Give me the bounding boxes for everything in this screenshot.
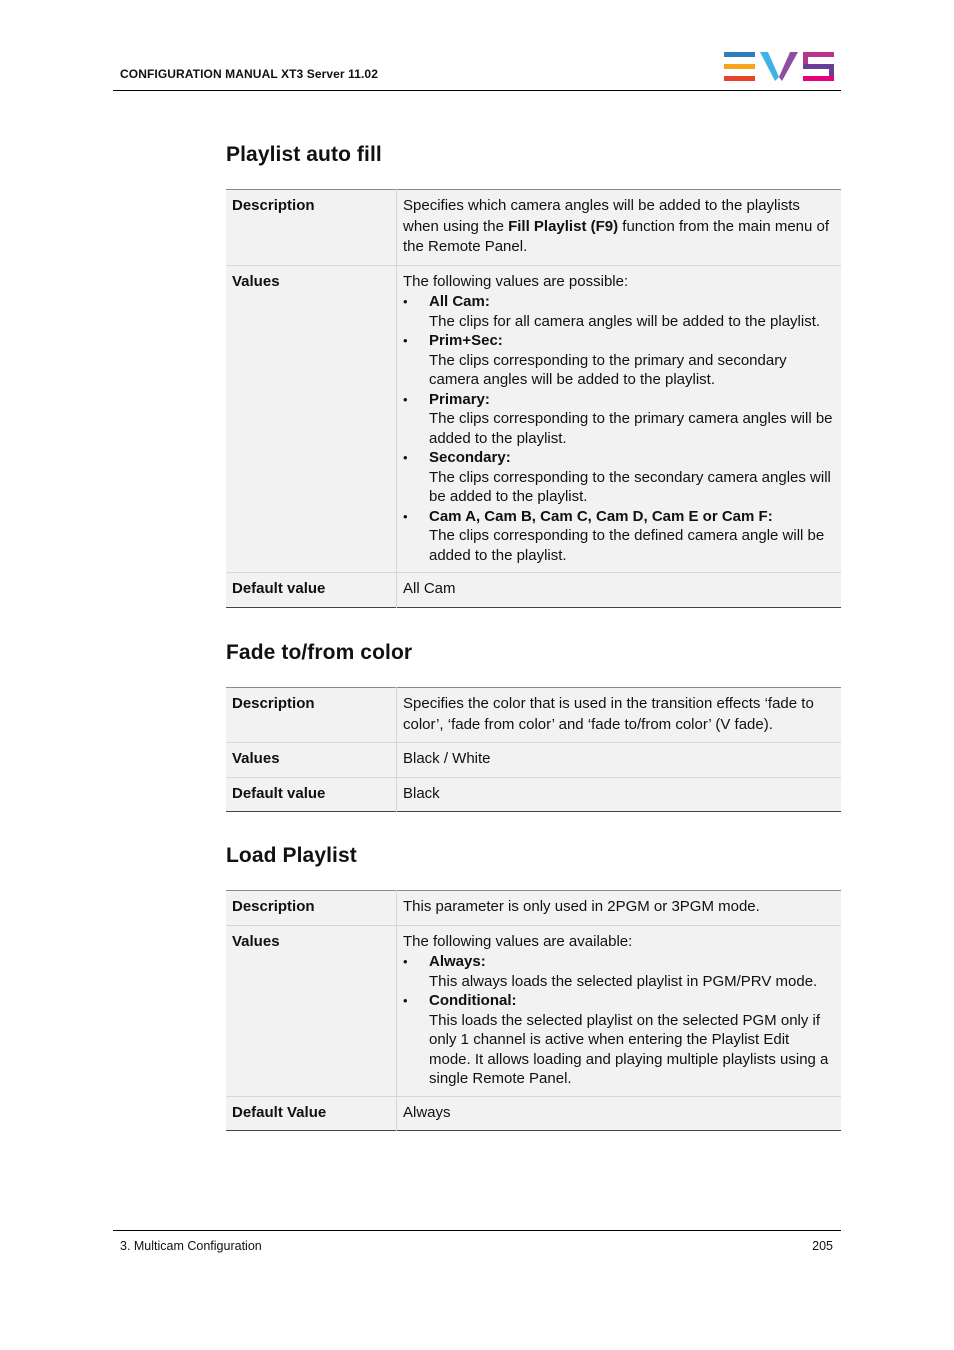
table-row — [226, 1096, 841, 1131]
values-list — [403, 952, 835, 1089]
page-header — [113, 40, 841, 91]
list-item: • Cam A, Cam B, Cam C, Cam D, Cam E or Cam F: The clips corresponding to the defined camera angle will be added to the playlist. — [403, 507, 835, 566]
parameter-table — [226, 687, 841, 812]
row-value: Always — [397, 1096, 842, 1131]
table-row — [226, 688, 841, 743]
section-title: Playlist auto fill — [226, 143, 382, 166]
list-item: • Conditional: This loads the selected playlist on the selected PGM only if only 1 channel is active when entering the Playlist Edit mode. It allows loading and playing multiple playlists using a single Remote Panel. — [403, 991, 835, 1089]
row-label: Values — [226, 743, 397, 778]
section-load-playlist — [226, 841, 841, 1131]
list-item: • Primary: The clips corresponding to the primary camera angles will be added to the playlist. — [403, 390, 835, 449]
row-label: Values — [226, 925, 397, 1096]
row-value — [397, 265, 842, 573]
list-item: • All Cam: The clips for all camera angles will be added to the playlist. — [403, 292, 835, 331]
list-item: • Secondary: The clips corresponding to the secondary camera angles will be added to the playlist. — [403, 448, 835, 507]
table-row — [226, 743, 841, 778]
row-value: Specifies which camera angles will be added to the playlists when using the Fill Playlist (F9) function from the main menu of the Remote Panel. — [403, 197, 830, 255]
list-item: • Always: This always loads the selected playlist in PGM/PRV mode. — [403, 952, 835, 991]
values-list — [403, 292, 835, 565]
values-intro: The following values are possible: — [403, 272, 629, 290]
table-row — [226, 265, 841, 573]
row-label: Default value — [226, 573, 397, 608]
row-value: All Cam — [397, 573, 842, 608]
table-row — [226, 925, 841, 1096]
list-item: • Prim+Sec: The clips corresponding to the primary and secondary camera angles will be added to the playlist. — [403, 331, 835, 390]
page-footer — [113, 1230, 841, 1253]
table-row — [226, 777, 841, 812]
row-value — [397, 925, 842, 1096]
row-label: Description — [226, 891, 397, 926]
evs-logo — [724, 52, 834, 82]
section-playlist-auto-fill — [226, 140, 841, 608]
section-fade-to-from-color — [226, 638, 841, 812]
section-title: Load Playlist — [226, 844, 357, 867]
manual-title: CONFIGURATION MANUAL XT3 Server 11.02 — [120, 67, 378, 81]
row-label: Default Value — [226, 1096, 397, 1131]
menu-function-name: Fill Playlist (F9) — [508, 217, 619, 235]
parameter-table — [226, 189, 841, 608]
row-value: Black / White — [397, 743, 842, 778]
row-label: Description — [226, 190, 397, 266]
parameter-table — [226, 890, 841, 1131]
chapter-name: 3. Multicam Configuration — [120, 1239, 262, 1253]
values-intro: The following values are available: — [403, 932, 633, 950]
row-value: Specifies the color that is used in the transition effects ‘fade to color’, ‘fade from color’ and ‘fade to/from color’ (V fade). — [403, 695, 814, 733]
table-row — [226, 190, 841, 266]
row-label: Default value — [226, 777, 397, 812]
row-label: Values — [226, 265, 397, 573]
section-title: Fade to/from color — [226, 641, 413, 664]
table-row — [226, 891, 841, 926]
row-value: This parameter is only used in 2PGM or 3PGM mode. — [403, 898, 760, 915]
table-row — [226, 573, 841, 608]
row-label: Description — [226, 688, 397, 743]
row-value: Black — [397, 777, 842, 812]
page-number: 205 — [812, 1239, 833, 1253]
